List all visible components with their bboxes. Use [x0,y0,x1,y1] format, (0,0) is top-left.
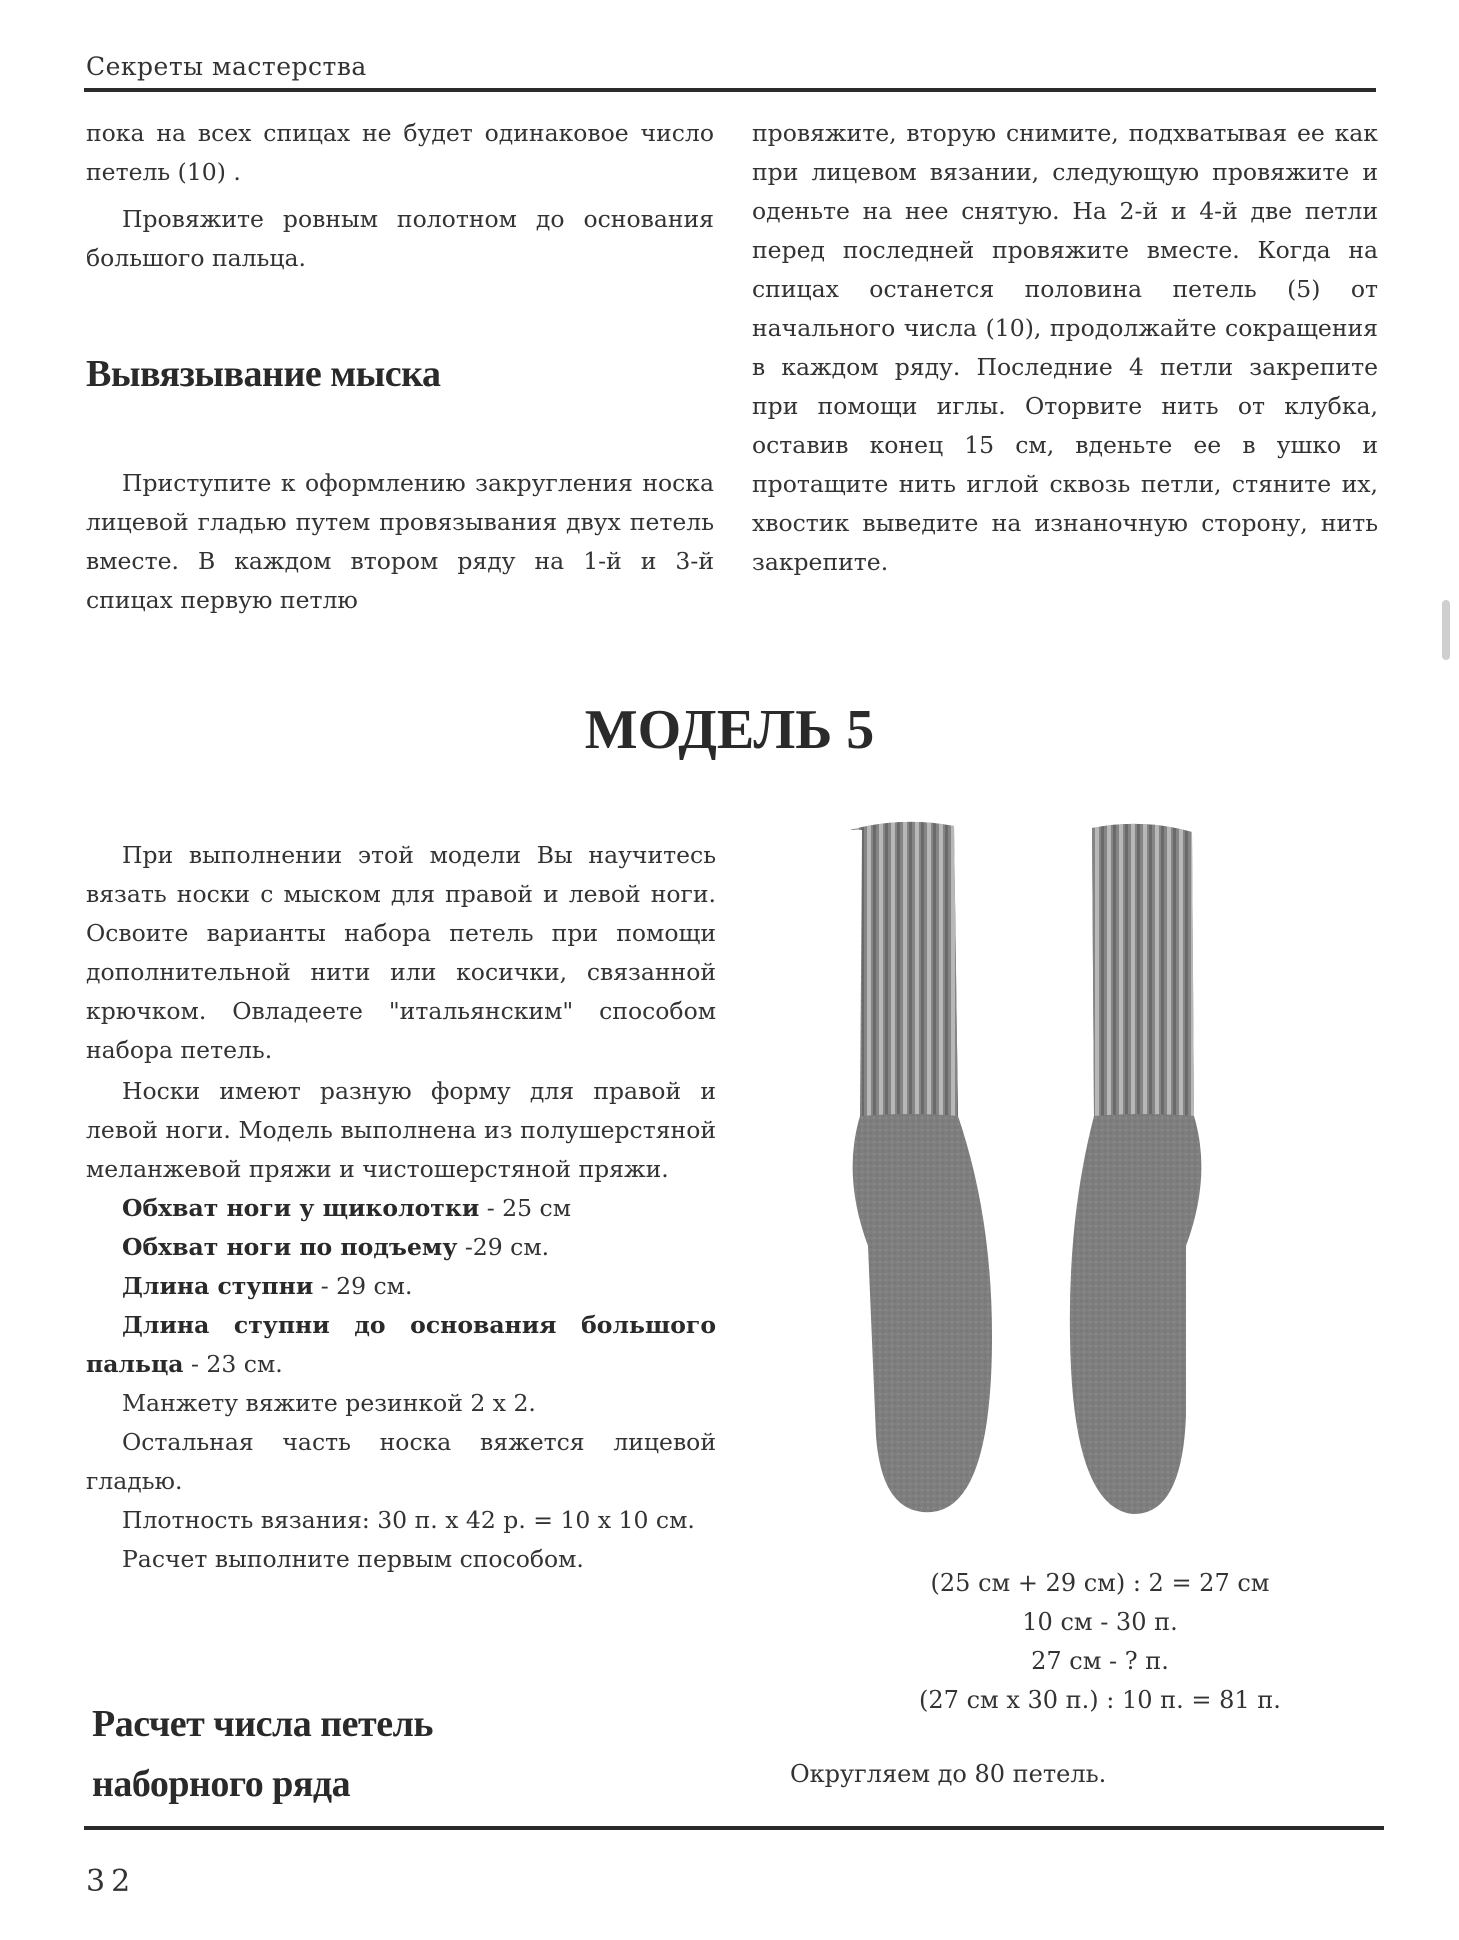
footer-rule [84,1826,1384,1830]
page-number: 32 [86,1864,137,1899]
intro-right-column [752,114,1378,582]
model-paragraph-1: При выполнении этой модели Вы научитесь вязать носки с мыском для правой и левой ноги. Освоите варианты набора петель при помощи дополнительной нити или косички, связанной крючком. Овладеете "итальянским" способом набора петель. [86,841,716,1064]
toe-heading: Вывязывание мыска [86,353,441,395]
spec-label: Длина ступни [122,1272,314,1300]
right-sock [1070,824,1202,1514]
spec-label: Длина ступни до основания большого пальца [86,1311,716,1378]
calc-line: (27 см х 30 п.) : 10 п. = 81 п. [919,1686,1281,1714]
note-gauge: Плотность вязания: 30 п. х 42 р. = 10 х 10 см. [122,1506,695,1534]
spec-value: - 25 см [479,1194,571,1222]
toe-paragraph: Приступите к оформлению закругления носка лицевой гладью путем провязывания двух петель вместе. В каждом втором ряду на 1-й и 3-й спицах первую петлю [86,469,714,614]
rounding-note: Округляем до 80 петель. [790,1760,1107,1788]
spec-toe-length [86,1306,716,1384]
calc-heading-line-2: наборного ряда [92,1763,351,1805]
toe-paragraph-continued: провяжите, вторую снимите, подхватывая ее как при лицевом вязании, следующую провяжите и оденьте на нее снятую. На 2-й и 4-й две петли перед последней провяжите вместе. Когда на спицах останется половина петель (5) от начального числа (10), продолжайте сокращения в каждом ряду. Последние 4 петли закрепите при помощи иглы. Оторвите нить от клубка, оставив конец 15 см, вденьте ее в ушко и протащите нить иглой сквозь петли, стяните их, хвостик выведите на изнаночную сторону, нить закрепите. [752,119,1378,576]
toe-paragraph-left [86,464,714,620]
calculation-block [840,1564,1360,1720]
note-method: Расчет выполните первым способом. [122,1545,584,1573]
spec-label: Обхват ноги по подъему [122,1233,458,1261]
note-body: Остальная часть носка вяжется лицевой гладью. [86,1428,716,1495]
scan-edge-mark [1442,600,1450,660]
calc-heading [92,1694,433,1814]
spec-ankle [86,1189,716,1228]
model-description [86,836,716,1579]
header-rule [84,88,1376,92]
socks-photo [842,816,1282,1526]
calc-line: 10 см - 30 п. [1022,1608,1178,1636]
note-cuff: Манжету вяжите резинкой 2 х 2. [122,1389,536,1417]
spec-value: - 23 см. [183,1350,283,1378]
intro-left-column [86,114,714,278]
model-title: МОДЕЛЬ 5 [584,699,875,761]
spec-value: -29 см. [457,1233,550,1261]
running-head: Секреты мастерства [86,52,367,81]
calc-line: (25 см + 29 см) : 2 = 27 см [930,1569,1270,1597]
spec-foot-length [86,1267,716,1306]
spec-value: - 29 см. [313,1272,413,1300]
intro-continued-paragraph: пока на всех спицах не будет одинаковое число петель (10) . [86,119,714,186]
spec-instep [86,1228,716,1267]
spec-label: Обхват ноги у щиколотки [122,1194,480,1222]
model-paragraph-2: Носки имеют разную форму для правой и левой ноги. Модель выполнена из полушерстяной меланжевой пряжи и чистошерстяной пряжи. [86,1077,716,1183]
left-sock [850,822,992,1512]
calc-heading-line-1: Расчет числа петель [92,1703,433,1745]
intro-paragraph: Провяжите ровным полотном до основания большого пальца. [86,205,714,272]
calc-line: 27 см - ? п. [1031,1647,1169,1675]
